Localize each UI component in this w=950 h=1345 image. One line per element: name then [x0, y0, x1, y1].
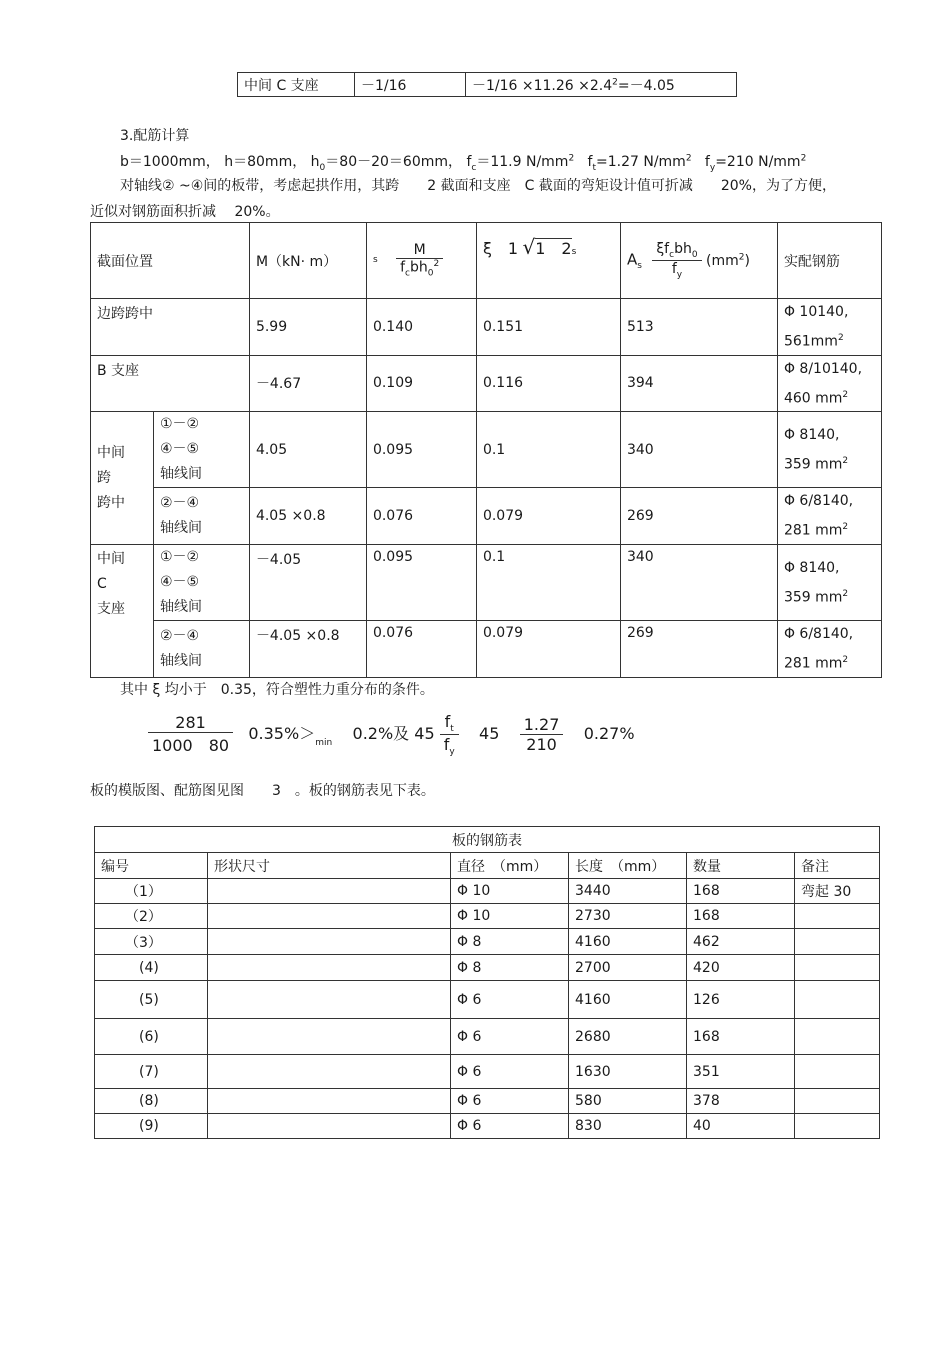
table-cell: 168	[687, 1019, 795, 1055]
table-row	[95, 879, 880, 904]
table-cell: 4160	[569, 929, 687, 955]
cell-as: 269	[620, 488, 777, 545]
table-cell	[208, 1019, 451, 1055]
sub-label: ②－④ 轴线间	[154, 488, 250, 545]
cell-rebar: Φ 8140, 359 $mm^2$	[777, 412, 881, 488]
section-heading: 3.配筋计算	[120, 128, 190, 144]
table-cell: （3）	[95, 929, 208, 955]
cell-as: 394	[620, 355, 777, 412]
table-cell: 378	[687, 1089, 795, 1114]
reinforcement-ratio-formula	[148, 712, 635, 757]
calc-result: =－4.05	[617, 77, 675, 94]
table-cell: Φ 6	[451, 1055, 569, 1089]
table-cell: 351	[687, 1055, 795, 1089]
alpha-fraction	[396, 242, 443, 278]
formula-coef: 45	[479, 724, 500, 744]
paragraph-line-2: 近似对钢筋面积折减 20%。	[90, 204, 280, 220]
fraction-numerator: 1.27	[520, 715, 564, 735]
header-as: $A_s$ $\frac{\xi f_cbh_0}{f_y}$ $(mm^2)$	[620, 223, 777, 299]
table-cell: 168	[687, 904, 795, 929]
table-row	[95, 1019, 880, 1055]
ratio-fraction-3	[520, 715, 564, 754]
param-b: b＝1000mm，	[120, 154, 220, 170]
cell-as: 513	[620, 299, 777, 356]
table-cell	[795, 904, 880, 929]
cell-xi: 0.151	[476, 299, 620, 356]
as-symbol: A	[626, 250, 638, 269]
cell-moment: 4.05	[249, 412, 366, 488]
param-h: h＝80mm，	[224, 154, 307, 170]
cell-xi: 0.079	[476, 620, 620, 677]
calc-text: －1/16 ×11.26 ×2.4	[472, 77, 613, 94]
table-cell: Φ 6	[451, 1089, 569, 1114]
table-cell: Φ 10	[451, 904, 569, 929]
cell-alpha: 0.095	[366, 412, 476, 488]
alpha-denominator: $f_cbh_0^2$	[400, 259, 440, 279]
table-cell	[208, 1089, 451, 1114]
table-cell	[208, 981, 451, 1019]
col-header: 形状尺寸	[208, 853, 451, 879]
group-label-support-c: 中间 C 支座	[91, 544, 154, 677]
table-cell	[208, 904, 451, 929]
formula-result: 0.27%	[583, 724, 635, 744]
table-cell: Φ 6	[451, 1114, 569, 1139]
row-label: B 支座	[91, 355, 250, 412]
cell-alpha: 0.140	[366, 299, 476, 356]
table-cell	[795, 1114, 880, 1139]
table-cell: （1）	[95, 879, 208, 904]
fraction-numerator: 281	[148, 713, 233, 733]
cell-rebar: Φ 6/8140, 281 $mm^2$	[777, 620, 881, 677]
table-row	[95, 955, 880, 981]
table-cell	[795, 955, 880, 981]
rebar-table-title: 板的钢筋表	[95, 827, 880, 853]
table-row	[95, 904, 880, 929]
top-row-label: 中间 C 支座	[238, 73, 355, 97]
top-moment-table	[237, 72, 737, 97]
paragraph-line-1: 对轴线② ~④间的板带，考虑起拱作用，其跨 2 截面和支座 C 截面的弯矩设计值可折减 20%，为了方便，	[120, 178, 836, 194]
table-cell: 830	[569, 1114, 687, 1139]
table-cell: Φ 6	[451, 981, 569, 1019]
cell-moment: 4.05 ×0.8	[249, 488, 366, 545]
param-fy: $f_y=210$ $N/mm^2$	[704, 153, 807, 173]
cell-moment: －4.67	[249, 355, 366, 412]
formula-ratio: 0.35%＞	[248, 724, 316, 744]
top-row-calc	[466, 73, 737, 97]
params-line	[120, 151, 806, 173]
fraction-denominator: 210	[526, 735, 557, 755]
ratio-fraction-2	[440, 712, 459, 757]
table-cell: 168	[687, 879, 795, 904]
formula-min-sub: min	[315, 738, 333, 749]
group-label-midspan: 中间 跨 跨中	[91, 412, 154, 545]
as-denominator: $f_y$	[671, 261, 683, 280]
table-cell: Φ 10	[451, 879, 569, 904]
table-cell: 40	[687, 1114, 795, 1139]
alpha-numerator: M	[396, 242, 443, 259]
fraction-denominator: $f_y$	[443, 735, 455, 758]
table-row	[95, 1089, 880, 1114]
table-cell: 580	[569, 1089, 687, 1114]
table-cell: 1630	[569, 1055, 687, 1089]
col-header: 长度 （mm）	[569, 853, 687, 879]
xi-sqrt-content: 1 2	[535, 239, 572, 258]
cell-xi: 0.1	[476, 544, 620, 620]
formula-min-value: 0.2%及 45	[352, 724, 435, 744]
table-cell	[795, 981, 880, 1019]
table-cell	[208, 1114, 451, 1139]
col-header: 数量	[687, 853, 795, 879]
table-cell	[208, 929, 451, 955]
table-cell: 2680	[569, 1019, 687, 1055]
calc-sup: 2	[612, 76, 618, 87]
table-cell: (4)	[95, 955, 208, 981]
xi-symbol: ξ 1	[482, 239, 519, 258]
reinforcement-calc-table	[90, 222, 882, 678]
table-cell	[795, 929, 880, 955]
table-cell: 4160	[569, 981, 687, 1019]
table-cell: (5)	[95, 981, 208, 1019]
sub-label: ①－② ④－⑤ 轴线间	[154, 544, 250, 620]
table-cell: (9)	[95, 1114, 208, 1139]
header-xi	[476, 223, 620, 299]
table-cell: Φ 6	[451, 1019, 569, 1055]
cell-rebar: Φ 8/10140, 460 $mm^2$	[777, 355, 881, 412]
table-cell: （2）	[95, 904, 208, 929]
cell-rebar: Φ 8140, 359 $mm^2$	[777, 544, 881, 620]
table-cell	[795, 1019, 880, 1055]
xi-s-sub: s	[571, 247, 577, 257]
header-moment: M（kN· m）	[249, 223, 366, 299]
cell-alpha: 0.109	[366, 355, 476, 412]
table-cell: 126	[687, 981, 795, 1019]
col-header: 备注	[795, 853, 880, 879]
as-unit: $(mm^2)$	[706, 251, 750, 269]
cell-xi: 0.079	[476, 488, 620, 545]
cell-moment: －4.05 ×0.8	[249, 620, 366, 677]
param-h0: $h_0=80-20=60mm$，	[310, 154, 462, 173]
cell-alpha: 0.076	[366, 620, 476, 677]
sub-label: ②－④ 轴线间	[154, 620, 250, 677]
cell-as: 269	[620, 620, 777, 677]
table-cell: 2700	[569, 955, 687, 981]
table-row	[95, 1055, 880, 1089]
table-cell	[208, 879, 451, 904]
param-ft: $f_t=1.27$ $N/mm^2$	[587, 153, 692, 173]
table-cell: (6)	[95, 1019, 208, 1055]
sqrt-icon: √	[522, 235, 536, 259]
table-cell: 420	[687, 955, 795, 981]
cell-rebar: Φ 6/8140, 281 $mm^2$	[777, 488, 881, 545]
as-numerator: $\xi f_cbh_0$	[652, 241, 701, 261]
header-rebar: 实配钢筋	[777, 223, 881, 299]
table-cell: 2730	[569, 904, 687, 929]
table-cell	[208, 1055, 451, 1089]
alpha-s-symbol: s	[372, 255, 378, 266]
cell-moment: －4.05	[249, 544, 366, 620]
table-row	[95, 1114, 880, 1139]
header-alpha	[366, 223, 476, 299]
ratio-fraction-1	[148, 713, 233, 756]
figure-reference: 板的模版图、配筋图见图 3 。板的钢筋表见下表。	[90, 783, 435, 799]
table-cell: Φ 8	[451, 929, 569, 955]
table-cell: 3440	[569, 879, 687, 904]
table-row	[95, 929, 880, 955]
fraction-numerator: $f_t$	[440, 712, 459, 735]
table-row	[95, 981, 880, 1019]
sub-label: ①－② ④－⑤ 轴线间	[154, 412, 250, 488]
rebar-schedule-table	[94, 826, 880, 1139]
top-row-coef: －1/16	[355, 73, 466, 97]
param-fc: $f_c=11.9$ $N/mm^2$	[466, 153, 575, 173]
cell-as: 340	[620, 544, 777, 620]
row-label: 边跨跨中	[91, 299, 250, 356]
table-cell	[208, 955, 451, 981]
table-cell: Φ 8	[451, 955, 569, 981]
table-cell: (8)	[95, 1089, 208, 1114]
table-cell	[795, 1089, 880, 1114]
cell-xi: 0.1	[476, 412, 620, 488]
col-header: 直径 （mm）	[451, 853, 569, 879]
col-header: 编号	[95, 853, 208, 879]
cell-moment: 5.99	[249, 299, 366, 356]
cell-rebar: Φ 10140, $561mm^2$	[777, 299, 881, 356]
table-cell: 弯起 30	[795, 879, 880, 904]
cell-alpha: 0.076	[366, 488, 476, 545]
cell-alpha: 0.095	[366, 544, 476, 620]
conclusion-text: 其中 ξ 均小于 0.35，符合塑性力重分布的条件。	[120, 682, 434, 698]
fraction-denominator: 1000 80	[152, 736, 230, 756]
table-cell: 462	[687, 929, 795, 955]
cell-as: 340	[620, 412, 777, 488]
header-position: 截面位置	[91, 223, 250, 299]
cell-xi: 0.116	[476, 355, 620, 412]
table-cell	[795, 1055, 880, 1089]
table-cell: (7)	[95, 1055, 208, 1089]
as-fraction	[652, 241, 701, 280]
